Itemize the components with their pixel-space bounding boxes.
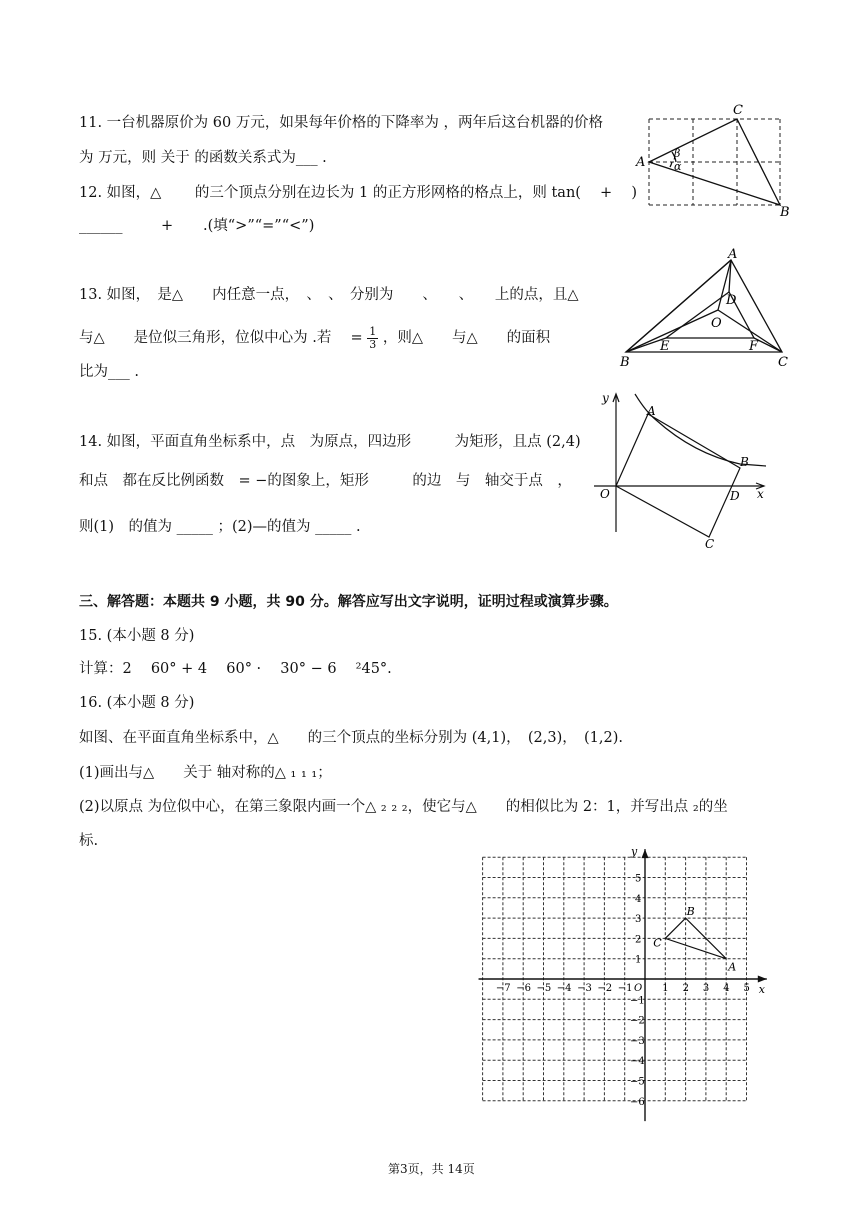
fig13-label-e: E [660,339,670,354]
q11-line2: 为 万元，则 关于 的函数关系式为___ . [79,150,327,166]
x-tick-label: −6 [516,983,531,994]
fig13-label-d: D [726,293,737,308]
figure-similar-triangles [618,248,793,373]
fig11-label-beta: β [674,147,681,160]
q12-blank: ______ [79,218,123,234]
section3-heading: 三、解答题：本题共 9 小题，共 90 分。解答应写出文字说明，证明过程或演算步骤。 [79,594,618,610]
q16-line2: (1)画出与△ 关于 轴对称的△ ₁ ₁ ₁； [79,765,332,781]
q12-line1: 12. 如图，△ 的三个顶点分别在边长为 1 的正方形网格的格点上，则 tan( + ) [79,185,637,201]
fig13-label-b: B [620,355,630,370]
x-tick-label: 5 [743,983,750,994]
fig11-label-b: B [780,205,790,220]
y-tick-label: 3 [635,914,642,926]
fig14-label-x: x [757,487,764,501]
y-tick-label: −4 [630,1056,645,1068]
figure-rectangle-hyperbola [594,390,774,555]
fig14-label-o: O [600,487,610,501]
x-tick-label: −1 [617,983,633,994]
fig11-label-alpha: α [674,160,682,173]
x-tick-label: 2 [682,983,689,994]
y-tick-label: −5 [630,1076,645,1088]
y-axis-label: y [631,845,638,859]
q12-plus: + [161,218,174,234]
q16-line1: 如图、在平面直角坐标系中，△ 的三个顶点的坐标分别为 (4,1)， (2,3)， (1,2). [79,730,623,746]
x-tick-label: 1 [662,983,669,994]
q16-title: 16. (本小题 8 分) [79,695,195,711]
fig14-label-y: y [602,391,609,405]
figure-grid-triangle [632,100,802,220]
q14-line1: 14. 如图，平面直角坐标系中，点 为原点，四边形 为矩形，且点 (2,4) [79,434,581,450]
figure-coordinate-grid [478,845,778,1120]
fig14-label-d: D [730,489,740,503]
x-tick-label: 4 [723,983,730,994]
y-tick-label: −2 [630,1015,645,1027]
origin-label: O [634,983,643,994]
q13-line2 [79,326,550,350]
x-tick-label: −2 [597,983,613,994]
point-label-c: C [653,936,662,950]
x-axis-arrow [758,976,767,983]
fig14-label-a: A [647,404,656,418]
q14-line3: 则(1) 的值为 _____ ；(2)—的值为 _____ . [79,519,361,535]
x-tick-label: −3 [577,983,592,994]
q16-line4: 标. [79,833,99,849]
fig14-label-b: B [740,455,749,469]
q13-equals: = [335,330,363,347]
y-tick-label: 4 [635,893,642,905]
q13-fraction: $\frac{1}{3}$ [369,325,377,351]
q13-line3: 比为___ . [79,364,139,380]
x-tick-label: −4 [556,983,572,994]
fig13-label-o: O [711,316,722,331]
x-tick-label: −5 [536,983,552,994]
y-tick-label: −3 [630,1035,645,1047]
fig13-label-f: F [749,339,759,354]
y-tick-label: 2 [635,934,642,946]
page-footer: 第3页，共 14页 [388,1162,475,1176]
x-axis-label: x [758,983,766,996]
point-label-b: B [686,905,695,919]
x-tick-label: −7 [495,983,511,994]
q13-line2-b: ，则△ 与△ 的面积 [382,330,551,347]
q15-body: 计算：2 60° + 4 60° · 30° − 6 ²45°. [79,661,392,677]
x-tick-label: 3 [702,983,710,994]
q12-hint: .(填“>”“=”“<”) [203,218,315,234]
q13-line2-a: 与△ 是位似三角形，位似中心为 .若 [79,330,332,347]
y-tick-label: −1 [630,995,645,1007]
y-tick-label: −6 [630,1096,645,1108]
fig11-label-c: C [733,103,743,118]
q13-line1: 13. 如图， 是△ 内任意一点， 、 、 分别为 、 、 上的点，且△ [79,287,579,303]
fig13-label-c: C [778,355,788,370]
y-tick-label: 1 [635,954,642,966]
q14-line2: 和点 都在反比例函数 = −的图象上，矩形 的边 与 轴交于点 ， [79,473,572,489]
q11-line1: 11. 一台机器原价为 60 万元，如果每年价格的下降率为 ，两年后这台机器的价格 [79,115,603,131]
fig11-label-a: A [636,155,646,170]
point-label-a: A [728,960,737,974]
fig13-label-a: A [728,247,738,262]
y-axis-arrow [642,849,649,858]
fig14-label-c: C [705,537,715,551]
y-tick-label: 5 [635,873,642,885]
q16-line3: (2)以原点 为位似中心，在第三象限内画一个△ ₂ ₂ ₂，使它与△ 的相似比为 2：1，并写出点 ₂的坐 [79,799,728,815]
q15-title: 15. (本小题 8 分) [79,628,195,644]
